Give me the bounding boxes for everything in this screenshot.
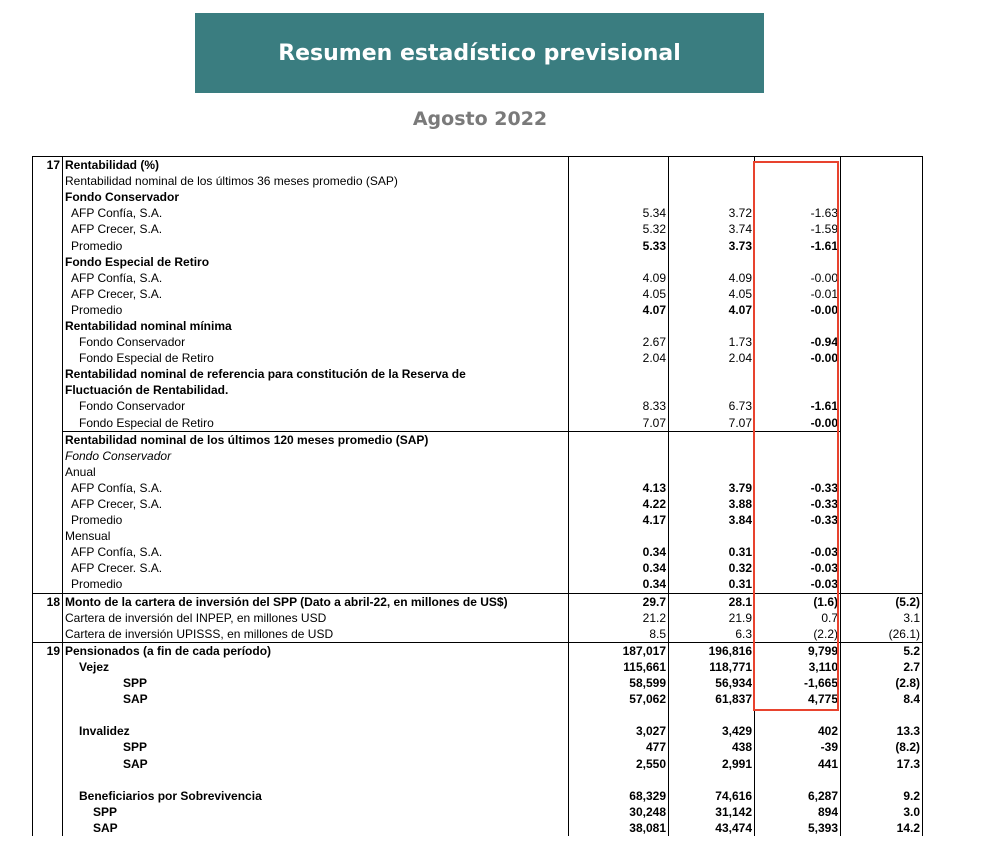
value-col-1: 0.34 [569,544,669,560]
value-col-1 [569,318,669,334]
value-col-1: 4.05 [569,286,669,302]
section-number [33,480,63,496]
table-row [33,788,923,804]
section-number [33,560,63,576]
value-col-4-variation [841,382,923,398]
value-col-3-difference: 441 [755,755,841,771]
section-number [33,398,63,414]
row-label: AFP Crecer, S.A. [63,286,569,302]
value-col-2: 1.73 [669,334,755,350]
value-col-4-variation [841,237,923,253]
table-row [33,448,923,464]
value-col-2: 4.07 [669,302,755,318]
section-number [33,173,63,189]
row-label: Fondo Conservador [63,398,569,414]
value-col-2 [669,431,755,448]
value-col-2 [669,173,755,189]
section-number [33,755,63,771]
table-row [33,254,923,270]
section-number [33,707,63,723]
table-row [33,820,923,836]
value-col-1: 0.34 [569,576,669,593]
row-label: AFP Confía, S.A. [63,544,569,560]
row-label: Cartera de inversión del INPEP, en millones USD [63,610,569,626]
value-col-3-difference: 9,799 [755,642,841,659]
value-col-4-variation [841,772,923,788]
value-col-4-variation [841,302,923,318]
value-col-3-difference: -0.01 [755,286,841,302]
value-col-3-difference: (1.6) [755,593,841,610]
value-col-1 [569,189,669,205]
value-col-3-difference [755,173,841,189]
value-col-3-difference [755,772,841,788]
value-col-3-difference: -0.33 [755,480,841,496]
row-label [63,707,569,723]
title-banner [195,13,764,93]
value-col-4-variation [841,496,923,512]
value-col-2 [669,318,755,334]
table-row [33,804,923,820]
value-col-2: 3.84 [669,512,755,528]
value-col-3-difference [755,157,841,174]
value-col-4-variation: 13.3 [841,723,923,739]
table-row [33,707,923,723]
section-number: 17 [33,157,63,174]
table-row [33,237,923,253]
value-col-1: 68,329 [569,788,669,804]
table-row [33,398,923,414]
row-label: Vejez [63,659,569,675]
row-label: Fondo Conservador [63,334,569,350]
value-col-1 [569,464,669,480]
row-label: SAP [63,755,569,771]
page-title: Resumen estadístico previsional [278,40,681,66]
value-col-4-variation [841,398,923,414]
value-col-2 [669,464,755,480]
value-col-3-difference: -0.33 [755,512,841,528]
value-col-1: 8.33 [569,398,669,414]
section-number [33,626,63,643]
value-col-2: 3.74 [669,221,755,237]
table-row [33,512,923,528]
value-col-1: 2.04 [569,350,669,366]
section-number [33,189,63,205]
row-label: AFP Confía, S.A. [63,205,569,221]
value-col-4-variation: 9.2 [841,788,923,804]
value-col-3-difference [755,254,841,270]
row-label: AFP Crecer, S.A. [63,221,569,237]
value-col-2: 3.73 [669,237,755,253]
section-number [33,610,63,626]
value-col-2: 6.3 [669,626,755,643]
value-col-4-variation [841,189,923,205]
table-row [33,221,923,237]
value-col-4-variation [841,366,923,382]
row-label: AFP Confía, S.A. [63,480,569,496]
value-col-2 [669,772,755,788]
value-col-1: 115,661 [569,659,669,675]
section-number [33,772,63,788]
value-col-1: 4.17 [569,512,669,528]
value-col-3-difference [755,318,841,334]
section-number [33,350,63,366]
value-col-1 [569,448,669,464]
row-label: Fondo Especial de Retiro [63,254,569,270]
section-number [33,366,63,382]
table-row [33,560,923,576]
value-col-2: 0.31 [669,544,755,560]
statistics-table-body [33,157,923,836]
table-row [33,739,923,755]
value-col-1 [569,528,669,544]
table-row [33,626,923,643]
value-col-2 [669,366,755,382]
value-col-1: 0.34 [569,560,669,576]
value-col-3-difference: (2.2) [755,626,841,643]
section-number [33,675,63,691]
value-col-3-difference: -0.94 [755,334,841,350]
section-number [33,237,63,253]
value-col-3-difference [755,464,841,480]
value-col-3-difference: -0.00 [755,415,841,432]
table-row [33,528,923,544]
value-col-4-variation [841,270,923,286]
section-number [33,576,63,593]
value-col-3-difference: 894 [755,804,841,820]
row-label: Fluctuación de Rentabilidad. [63,382,569,398]
table-row [33,318,923,334]
section-number [33,318,63,334]
row-label: Cartera de inversión UPISSS, en millones de USD [63,626,569,643]
value-col-3-difference: -1.61 [755,398,841,414]
value-col-2: 6.73 [669,398,755,414]
value-col-3-difference: 3,110 [755,659,841,675]
value-col-2: 21.9 [669,610,755,626]
value-col-1: 21.2 [569,610,669,626]
value-col-4-variation: 17.3 [841,755,923,771]
row-label: Invalidez [63,723,569,739]
value-col-3-difference [755,366,841,382]
row-label: Rentabilidad nominal mínima [63,318,569,334]
value-col-3-difference: -1.63 [755,205,841,221]
table-row [33,415,923,432]
value-col-4-variation [841,318,923,334]
row-label: Fondo Conservador [63,448,569,464]
value-col-1: 30,248 [569,804,669,820]
value-col-4-variation [841,205,923,221]
value-col-1: 57,062 [569,691,669,707]
table-row [33,576,923,593]
row-label: SPP [63,804,569,820]
value-col-3-difference [755,189,841,205]
value-col-4-variation: 14.2 [841,820,923,836]
value-col-1 [569,431,669,448]
value-col-2: 4.05 [669,286,755,302]
table-row [33,189,923,205]
value-col-4-variation: 2.7 [841,659,923,675]
value-col-4-variation [841,448,923,464]
table-row [33,544,923,560]
value-col-2: 196,816 [669,642,755,659]
value-col-4-variation [841,254,923,270]
value-col-3-difference [755,448,841,464]
table-row [33,755,923,771]
row-label: Promedio [63,237,569,253]
row-label: Rentabilidad nominal de referencia para constitución de la Reserva de [63,366,569,382]
value-col-4-variation [841,350,923,366]
row-label: AFP Crecer. S.A. [63,560,569,576]
value-col-4-variation: 3.1 [841,610,923,626]
value-col-2: 438 [669,739,755,755]
table-row [33,464,923,480]
value-col-3-difference: -1.59 [755,221,841,237]
row-label: Rentabilidad (%) [63,157,569,174]
value-col-1 [569,173,669,189]
value-col-2: 4.09 [669,270,755,286]
table-row [33,382,923,398]
row-label: SAP [63,820,569,836]
value-col-3-difference: 0.7 [755,610,841,626]
value-col-1: 2,550 [569,755,669,771]
section-number [33,528,63,544]
table-row [33,593,923,610]
row-label: Monto de la cartera de inversión del SPP (Dato a abril-22, en millones de US$) [63,593,569,610]
row-label: Promedio [63,576,569,593]
value-col-3-difference [755,528,841,544]
table-row [33,270,923,286]
section-number [33,302,63,318]
value-col-3-difference: -0.00 [755,350,841,366]
value-col-2: 28.1 [669,593,755,610]
section-number [33,788,63,804]
value-col-2: 56,934 [669,675,755,691]
value-col-1 [569,157,669,174]
value-col-1: 4.13 [569,480,669,496]
value-col-2: 61,837 [669,691,755,707]
table-row [33,642,923,659]
value-col-4-variation: 5.2 [841,642,923,659]
row-label: Pensionados (a fin de cada período) [63,642,569,659]
table-row [33,659,923,675]
section-number [33,512,63,528]
value-col-2: 31,142 [669,804,755,820]
value-col-3-difference [755,431,841,448]
value-col-1: 5.32 [569,221,669,237]
value-col-1: 8.5 [569,626,669,643]
row-label: Fondo Conservador [63,189,569,205]
row-label: Fondo Especial de Retiro [63,350,569,366]
value-col-1: 477 [569,739,669,755]
row-label: Rentabilidad nominal de los últimos 36 meses promedio (SAP) [63,173,569,189]
section-number [33,221,63,237]
value-col-1 [569,366,669,382]
section-number [33,334,63,350]
section-number [33,739,63,755]
value-col-3-difference: -39 [755,739,841,755]
value-col-4-variation [841,286,923,302]
value-col-1: 4.22 [569,496,669,512]
table-row [33,302,923,318]
value-col-1 [569,382,669,398]
value-col-1: 58,599 [569,675,669,691]
table-row [33,496,923,512]
section-number [33,544,63,560]
table-row [33,366,923,382]
value-col-1 [569,254,669,270]
value-col-4-variation [841,464,923,480]
row-label: SPP [63,675,569,691]
value-col-4-variation [841,576,923,593]
report-period: Agosto 2022 [412,108,548,130]
value-col-4-variation [841,157,923,174]
row-label: SAP [63,691,569,707]
value-col-3-difference: -0.03 [755,544,841,560]
table-row [33,675,923,691]
value-col-3-difference: -0.00 [755,270,841,286]
section-number [33,820,63,836]
section-number [33,464,63,480]
value-col-2: 0.31 [669,576,755,593]
table-row [33,691,923,707]
value-col-1: 4.07 [569,302,669,318]
value-col-2: 43,474 [669,820,755,836]
table-row [33,350,923,366]
value-col-1: 3,027 [569,723,669,739]
table-row [33,723,923,739]
value-col-1: 5.34 [569,205,669,221]
value-col-4-variation [841,415,923,432]
row-label [63,772,569,788]
table-row [33,286,923,302]
value-col-2 [669,382,755,398]
value-col-3-difference: 402 [755,723,841,739]
table-row [33,480,923,496]
value-col-1: 7.07 [569,415,669,432]
row-label: AFP Crecer, S.A. [63,496,569,512]
section-number [33,431,63,448]
value-col-4-variation [841,544,923,560]
table-row [33,610,923,626]
section-number [33,382,63,398]
value-col-4-variation [841,221,923,237]
value-col-4-variation [841,480,923,496]
value-col-3-difference: -0.03 [755,576,841,593]
value-col-2: 74,616 [669,788,755,804]
value-col-2: 118,771 [669,659,755,675]
value-col-4-variation [841,173,923,189]
table-row [33,173,923,189]
section-number [33,415,63,432]
value-col-3-difference: -1.61 [755,237,841,253]
section-number [33,286,63,302]
value-col-3-difference: -0.33 [755,496,841,512]
value-col-2: 0.32 [669,560,755,576]
value-col-3-difference: 4,775 [755,691,841,707]
value-col-3-difference [755,707,841,723]
value-col-3-difference: -0.03 [755,560,841,576]
value-col-2: 3.72 [669,205,755,221]
section-number: 18 [33,593,63,610]
section-number [33,691,63,707]
value-col-2: 3.88 [669,496,755,512]
value-col-4-variation: (5.2) [841,593,923,610]
row-label: Promedio [63,302,569,318]
section-number [33,804,63,820]
section-number [33,496,63,512]
value-col-1: 4.09 [569,270,669,286]
value-col-3-difference: 6,287 [755,788,841,804]
row-label: Promedio [63,512,569,528]
value-col-2: 3,429 [669,723,755,739]
row-label: Anual [63,464,569,480]
section-number: 19 [33,642,63,659]
section-number [33,723,63,739]
row-label: SPP [63,739,569,755]
value-col-4-variation: (2.8) [841,675,923,691]
section-number [33,270,63,286]
value-col-2 [669,528,755,544]
value-col-4-variation: (8.2) [841,739,923,755]
row-label: Beneficiarios por Sobrevivencia [63,788,569,804]
table-row [33,772,923,788]
value-col-4-variation [841,707,923,723]
value-col-1: 38,081 [569,820,669,836]
section-number [33,448,63,464]
value-col-1: 187,017 [569,642,669,659]
value-col-4-variation: (26.1) [841,626,923,643]
value-col-3-difference: -1,665 [755,675,841,691]
value-col-4-variation [841,528,923,544]
value-col-2: 2,991 [669,755,755,771]
value-col-1 [569,772,669,788]
section-number [33,659,63,675]
table-row [33,157,923,174]
value-col-4-variation: 8.4 [841,691,923,707]
table-row [33,205,923,221]
row-label: Rentabilidad nominal de los últimos 120 meses promedio (SAP) [63,431,569,448]
statistics-table [32,156,923,836]
section-number [33,254,63,270]
value-col-2 [669,157,755,174]
value-col-2 [669,448,755,464]
value-col-2 [669,707,755,723]
value-col-4-variation [841,512,923,528]
value-col-4-variation [841,431,923,448]
row-label: Mensual [63,528,569,544]
value-col-2 [669,189,755,205]
value-col-1: 29.7 [569,593,669,610]
value-col-4-variation [841,334,923,350]
value-col-2: 2.04 [669,350,755,366]
table-row [33,431,923,448]
value-col-1 [569,707,669,723]
value-col-3-difference: 5,393 [755,820,841,836]
value-col-4-variation [841,560,923,576]
value-col-2: 3.79 [669,480,755,496]
value-col-2 [669,254,755,270]
row-label: Fondo Especial de Retiro [63,415,569,432]
table-row [33,334,923,350]
row-label: AFP Confía, S.A. [63,270,569,286]
value-col-1: 2.67 [569,334,669,350]
value-col-2: 7.07 [669,415,755,432]
value-col-3-difference: -0.00 [755,302,841,318]
section-number [33,205,63,221]
value-col-3-difference [755,382,841,398]
value-col-1: 5.33 [569,237,669,253]
value-col-4-variation: 3.0 [841,804,923,820]
